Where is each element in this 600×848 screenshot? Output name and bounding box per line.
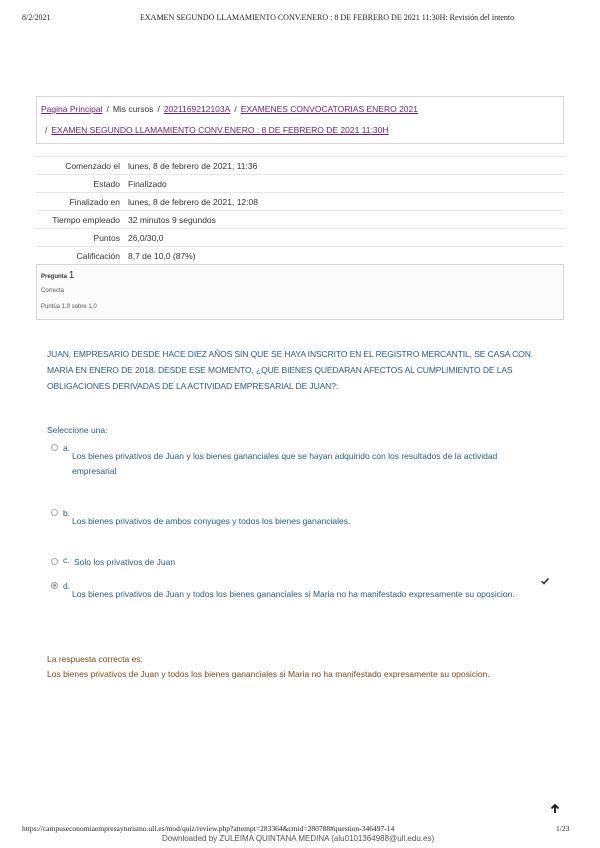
summary-row-time-taken: [36, 211, 564, 229]
summary-row-state: [36, 175, 564, 193]
radio-b[interactable]: [51, 509, 58, 516]
question-number-label: Pregunta: [41, 274, 68, 280]
breadcrumb-quiz-link[interactable]: EXAMEN SEGUNDO LLAMAMIENTO CONV.ENERO : 8 DE FEBRERO DE 2021 11:30H: [51, 125, 389, 135]
option-letter: a.: [63, 443, 71, 453]
question-mark: Puntúa 1,0 sobre 1,0: [41, 304, 97, 310]
summary-row-started: [36, 156, 564, 175]
arrow-up-icon[interactable]: [549, 803, 561, 815]
question-info-box: [36, 264, 564, 320]
option-letter: c.: [63, 555, 70, 565]
breadcrumb-separator: /: [106, 104, 109, 114]
summary-row-finished: [36, 193, 564, 211]
radio-c[interactable]: [51, 558, 58, 565]
breadcrumb-courses: Mis cursos: [112, 104, 154, 114]
summary-label: Finalizado en: [69, 197, 120, 207]
breadcrumb: [36, 96, 564, 144]
option-letter: b.: [63, 508, 71, 518]
summary-value: lunes, 8 de febrero de 2021, 11:36: [128, 161, 258, 171]
summary-value: 26,0/30,0: [128, 233, 164, 243]
question-state: Correcta: [41, 288, 65, 294]
question-number: [41, 270, 74, 281]
download-notice: Downloaded by ZULEIMA QUINTANA MEDINA (alu0101364988@ull.edu.es): [162, 834, 435, 843]
summary-value: 32 minutos 9 segundos: [128, 215, 216, 225]
summary-row-points: [36, 229, 564, 247]
summary-label: Tiempo empleado: [52, 215, 120, 225]
answer-prompt: Seleccione una:: [47, 425, 108, 435]
feedback-label: La respuesta correcta es:: [47, 654, 143, 664]
attempt-summary-table: [36, 156, 564, 264]
question-text: JUAN, EMPRESARIO DESDE HACE DIEZ AÑOS SIN QUE SE HAYA INSCRITO EN EL REGISTRO MERCANTIL, SE CASA CON MARIA EN ENERO DE 2018. DESDE ESE MOMENTO, ¿QUE BIENES QUEDARAN AFECTOS AL CUMPLIMIENTO DE LAS OBLIGACIONES DERIVADAS DE LA ACTIVIDAD EMPRESARIAL DE JUAN?:: [47, 349, 531, 391]
print-page-number: 1/23: [556, 824, 570, 833]
breadcrumb-home-link[interactable]: Pagina Principal: [41, 104, 103, 114]
option-text: Los bienes privativos de ambos conyuges y todos los bienes gananciales.: [72, 516, 351, 526]
breadcrumb-separator: /: [234, 104, 237, 114]
radio-a[interactable]: [51, 444, 58, 451]
option-text: Los bienes privativos de Juan y todos los bienes gananciales si Maria no ha manifestado expresamente su oposicion.: [72, 589, 515, 599]
summary-value: 8,7 de 10,0 (87%): [128, 251, 196, 261]
radio-d-selected[interactable]: [51, 582, 58, 589]
summary-value: lunes, 8 de febrero de 2021, 12:08: [128, 197, 258, 207]
summary-label: Calificación: [76, 251, 120, 261]
option-text: Los bienes privativos de Juan y los bienes gananciales que se hayan adquirido con los resultados de la actividad empresarial: [72, 451, 498, 476]
summary-row-grade: [36, 247, 564, 264]
breadcrumb-line-2: [45, 125, 389, 135]
question-number-value: 1: [68, 270, 75, 281]
correct-answer-feedback: [47, 652, 567, 682]
print-date: 8/2/2021: [22, 13, 51, 22]
breadcrumb-section-link[interactable]: EXAMENES CONVOCATORIAS ENERO 2021: [240, 104, 418, 114]
summary-label: Comenzado el: [65, 161, 120, 171]
option-text: Solo los privativos de Juan: [74, 557, 176, 567]
feedback-answer: Los bienes privativos de Juan y todos los bienes gananciales si Maria no ha manifestado expresamente su oposicion.: [47, 669, 490, 679]
print-title: EXAMEN SEGUNDO LLAMAMIENTO CONV.ENERO : 8 DE FEBRERO DE 2021 11:30H: Revisión del intento: [140, 13, 515, 22]
breadcrumb-course-link[interactable]: 2021169212103A: [163, 104, 231, 114]
summary-label: Puntos: [93, 233, 120, 243]
summary-label: Estado: [93, 179, 120, 189]
summary-value: Finalizado: [128, 179, 167, 189]
check-icon: [540, 576, 550, 586]
breadcrumb-separator: /: [157, 104, 160, 114]
print-url: https://campuseconomiaempresayturismo.ull.es/mod/quiz/review.php?attempt=283364&cmid=280788#question-346497-14: [22, 824, 395, 833]
breadcrumb-line-1: [41, 104, 418, 114]
option-letter: d.: [63, 581, 71, 591]
breadcrumb-separator: /: [45, 125, 48, 135]
